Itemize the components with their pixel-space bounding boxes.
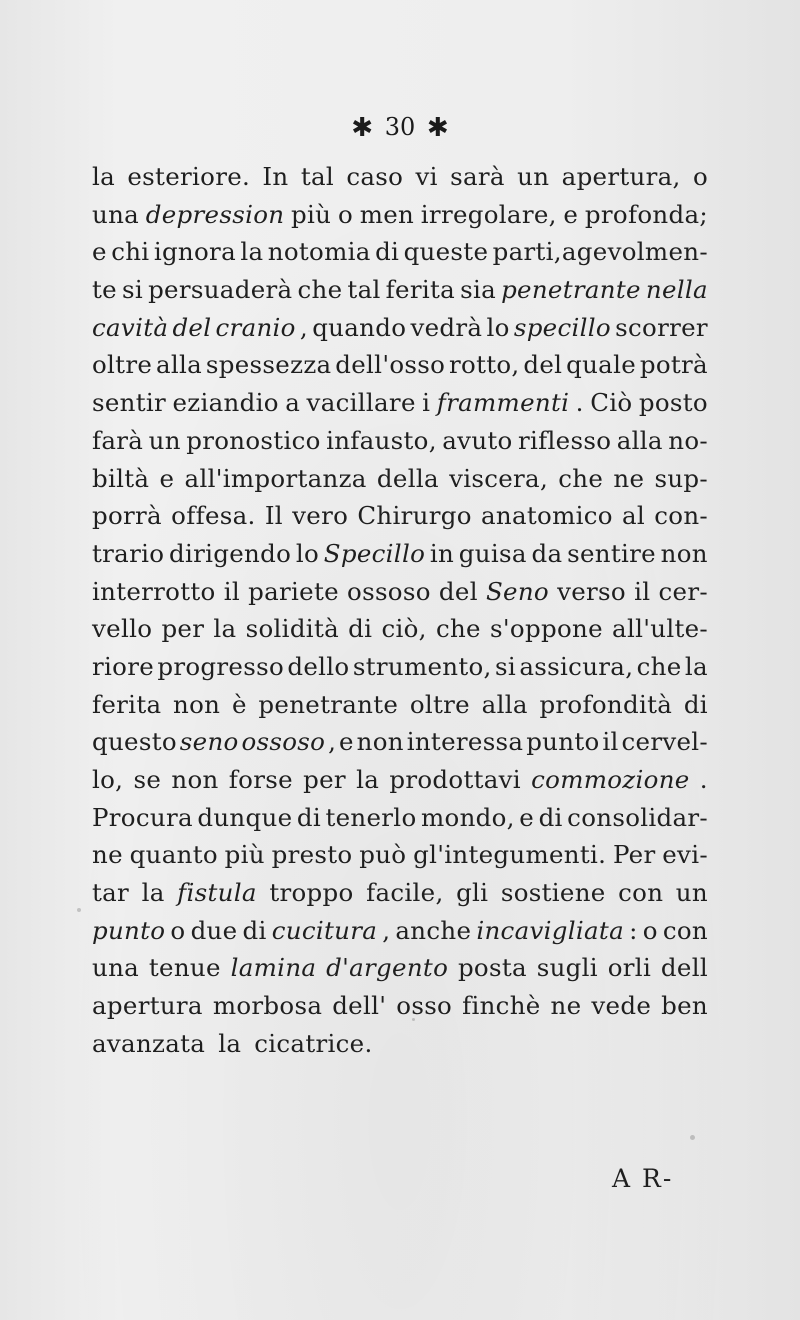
word: lo, xyxy=(92,765,124,794)
word: Il xyxy=(264,501,283,531)
word: Chirurgo xyxy=(357,501,472,531)
word: penetrante xyxy=(501,275,641,305)
word: i xyxy=(422,388,431,418)
word: il xyxy=(634,576,651,606)
word: si xyxy=(122,275,144,305)
word: vacillare xyxy=(306,388,416,418)
word: quale xyxy=(566,350,637,380)
word: dell xyxy=(660,953,708,983)
word: che xyxy=(435,614,481,644)
word: non xyxy=(660,538,708,568)
word: o xyxy=(170,915,186,945)
word: dell'osso xyxy=(335,350,446,380)
word: lo xyxy=(295,538,320,568)
word: anatomico xyxy=(480,501,613,531)
word: viscera, xyxy=(449,463,549,493)
word: evi- xyxy=(662,840,708,870)
word: di xyxy=(538,802,563,832)
word: . xyxy=(575,388,584,418)
text-line xyxy=(92,648,708,686)
text-line xyxy=(92,422,708,460)
word: più xyxy=(224,840,265,870)
word: profonda; xyxy=(584,199,708,229)
word: la xyxy=(141,878,165,908)
word: la xyxy=(213,614,237,644)
word: è xyxy=(231,689,247,719)
text-line xyxy=(92,460,708,498)
word: tal xyxy=(300,162,335,191)
word: interessa xyxy=(406,727,524,757)
word: tenue xyxy=(148,953,221,983)
word: non xyxy=(173,689,221,719)
word: facile, xyxy=(366,878,444,908)
word: d'argento xyxy=(326,953,449,983)
text-line xyxy=(92,874,708,912)
word: di xyxy=(242,915,267,945)
word: guisa xyxy=(458,538,527,568)
text-line xyxy=(92,723,708,761)
word: punto xyxy=(92,915,166,945)
word: biltà xyxy=(92,463,150,493)
word: riore xyxy=(92,651,155,681)
word: vello xyxy=(92,614,153,644)
text-line xyxy=(92,158,708,196)
text-line xyxy=(92,573,708,611)
text-line xyxy=(92,384,708,422)
word: scorrer xyxy=(615,312,708,342)
word: cranio xyxy=(215,312,296,342)
word: all'ulte- xyxy=(612,614,708,644)
word: per xyxy=(161,614,205,644)
word: vero xyxy=(292,501,349,531)
body-text xyxy=(92,158,708,1063)
word: con xyxy=(662,915,708,945)
word: dunque xyxy=(197,802,293,832)
word: lo xyxy=(486,312,510,342)
text-line xyxy=(92,309,708,347)
word: se xyxy=(133,765,162,794)
word: osso xyxy=(396,991,453,1021)
word: lamina xyxy=(230,953,317,983)
word: cervel- xyxy=(621,727,708,757)
word: Seno xyxy=(485,576,549,606)
word: : xyxy=(629,915,638,945)
word: o xyxy=(337,199,353,229)
word: una xyxy=(92,199,140,229)
asterisk-ornament-icon: ✱ xyxy=(351,113,374,143)
word: di xyxy=(296,802,321,832)
word: questo xyxy=(92,727,177,757)
word: non xyxy=(171,765,219,794)
word: con- xyxy=(654,501,708,531)
word: ferita xyxy=(385,275,456,305)
word: , xyxy=(382,915,391,945)
word: tenerlo xyxy=(325,802,417,832)
word: pariete xyxy=(248,576,339,606)
word: dello xyxy=(287,651,350,681)
word: Procura xyxy=(92,802,193,832)
word: riflesso xyxy=(518,425,612,455)
word: alla xyxy=(481,689,528,719)
word: tal xyxy=(347,275,381,305)
word: cavità xyxy=(92,312,169,342)
word: un xyxy=(148,425,181,455)
word: o xyxy=(642,915,658,945)
word: di xyxy=(683,689,708,719)
word: spessezza xyxy=(205,350,332,380)
word: ferita xyxy=(92,689,162,719)
word: il xyxy=(223,576,240,606)
word: quando xyxy=(312,312,407,342)
word: finchè xyxy=(462,991,541,1021)
word: notomia xyxy=(267,237,371,267)
word: farà xyxy=(92,425,144,455)
word: un xyxy=(517,162,550,191)
word: una xyxy=(92,953,140,983)
word: assicura, xyxy=(519,651,634,681)
word: sostiene xyxy=(500,878,606,908)
word: anche xyxy=(395,915,472,945)
word: ne xyxy=(92,840,123,870)
word: o xyxy=(692,162,708,191)
word: strumento, xyxy=(352,651,492,681)
ink-speck xyxy=(77,908,81,912)
word: sentire xyxy=(567,538,656,568)
word: queste xyxy=(403,237,489,267)
word: gl'integumenti. xyxy=(413,840,607,870)
word: frammenti xyxy=(436,388,570,418)
text-line xyxy=(92,196,708,234)
word: sentir xyxy=(92,388,167,418)
word: te xyxy=(92,275,117,305)
word: mondo, xyxy=(420,802,515,832)
text-line xyxy=(92,799,708,837)
word: s'oppone xyxy=(490,614,603,644)
word: apertura xyxy=(92,991,203,1021)
word: troppo xyxy=(269,878,354,908)
word: parti,agevolmen- xyxy=(492,237,708,267)
word: due xyxy=(190,915,238,945)
page-header xyxy=(0,113,800,143)
word: punto xyxy=(526,727,600,757)
word: progresso xyxy=(157,651,285,681)
ink-speck xyxy=(412,1018,415,1021)
word: tar xyxy=(92,878,130,908)
word: cicatrice. xyxy=(254,1028,373,1058)
word: per xyxy=(303,765,346,794)
word: può xyxy=(359,840,407,870)
asterisk-ornament-icon: ✱ xyxy=(426,113,449,143)
word: si xyxy=(495,651,517,681)
word: a xyxy=(285,388,301,418)
word: quanto xyxy=(129,840,218,870)
word: caso xyxy=(346,162,404,191)
word: sarà xyxy=(450,162,505,191)
text-line xyxy=(92,686,708,724)
word: depression xyxy=(145,199,285,229)
word: irregolare, xyxy=(420,199,557,229)
word: In xyxy=(262,162,289,191)
word: di xyxy=(348,614,373,644)
word: in xyxy=(429,538,455,568)
word: e xyxy=(339,727,354,757)
word: seno xyxy=(179,727,239,757)
word: e xyxy=(563,199,579,229)
word: la xyxy=(684,651,708,681)
word: Specillo xyxy=(323,538,426,568)
word: sugli xyxy=(536,953,598,983)
word: ignora xyxy=(153,237,236,267)
word: oltre xyxy=(409,689,470,719)
word: Ciò xyxy=(590,388,633,418)
word: , xyxy=(299,312,309,342)
word: forse xyxy=(228,765,293,794)
text-line xyxy=(92,497,708,535)
word: cer- xyxy=(658,576,708,606)
word: rotto, xyxy=(449,350,520,380)
word: posto xyxy=(638,388,708,418)
word: di xyxy=(375,237,400,267)
word: sia xyxy=(460,275,497,305)
text-line xyxy=(92,836,708,874)
word: la xyxy=(240,237,264,267)
word: ben xyxy=(661,991,708,1021)
word: un xyxy=(675,878,708,908)
page-number: 30 xyxy=(384,113,416,141)
text-line xyxy=(92,271,708,309)
word: chi xyxy=(111,237,150,267)
word: . xyxy=(699,765,708,794)
word: che xyxy=(297,275,343,305)
word: ossoso xyxy=(241,727,326,757)
word: incavigliata xyxy=(476,915,624,945)
word: solidità xyxy=(245,614,339,644)
word: alla xyxy=(155,350,203,380)
word: eziandio xyxy=(172,388,279,418)
word: no- xyxy=(668,425,708,455)
word: avuto xyxy=(442,425,513,455)
word: al xyxy=(622,501,646,531)
word: interrotto xyxy=(92,576,216,606)
word: esteriore. xyxy=(127,162,251,191)
word: e xyxy=(159,463,175,493)
word: morbosa xyxy=(212,991,323,1021)
word: ossoso xyxy=(347,576,431,606)
word: profondità xyxy=(539,689,673,719)
word: prodottavi xyxy=(389,765,521,794)
word: vi xyxy=(415,162,438,191)
word: del xyxy=(523,350,563,380)
word: porrà xyxy=(92,501,162,531)
word: il xyxy=(602,727,619,757)
word: avanzata xyxy=(92,1028,206,1058)
text-line xyxy=(92,346,708,384)
word: nella xyxy=(645,275,708,305)
word: del xyxy=(172,312,212,342)
word: del xyxy=(438,576,478,606)
word: dell' xyxy=(332,991,387,1021)
word: la xyxy=(92,162,116,191)
text-line xyxy=(92,761,708,799)
word: pronostico xyxy=(186,425,321,455)
text-line xyxy=(92,912,708,950)
text-line xyxy=(92,610,708,648)
word: , xyxy=(328,727,337,757)
word: la xyxy=(356,765,380,794)
word: orli xyxy=(607,953,652,983)
word: Per xyxy=(613,840,656,870)
word: oltre xyxy=(92,350,153,380)
word: cucitura xyxy=(271,915,378,945)
word: commozione xyxy=(531,765,690,794)
word: ciò, xyxy=(381,614,427,644)
word: men xyxy=(359,199,415,229)
word: ne xyxy=(613,463,645,493)
word: dirigendo xyxy=(168,538,292,568)
word: all'importanza xyxy=(184,463,367,493)
text-line xyxy=(92,233,708,271)
ink-speck xyxy=(690,1135,695,1140)
word: apertura, xyxy=(561,162,681,191)
word: con xyxy=(618,878,664,908)
word: vede xyxy=(591,991,652,1021)
word: sup- xyxy=(654,463,708,493)
word: infausto, xyxy=(326,425,437,455)
word: verso xyxy=(557,576,626,606)
word: gli xyxy=(456,878,489,908)
text-line xyxy=(92,949,708,987)
text-line xyxy=(92,987,708,1025)
word: ne xyxy=(550,991,582,1021)
word: da xyxy=(531,538,563,568)
word: della xyxy=(376,463,439,493)
word: posta xyxy=(457,953,527,983)
text-line xyxy=(92,535,708,573)
word: che xyxy=(636,651,682,681)
word: più xyxy=(291,199,332,229)
word: consolidar- xyxy=(567,802,708,832)
catchword: A R- xyxy=(612,1164,674,1193)
word: e xyxy=(519,802,535,832)
word: che xyxy=(558,463,604,493)
word: penetrante xyxy=(258,689,399,719)
word: trario xyxy=(92,538,165,568)
word: offesa. xyxy=(171,501,256,531)
word: presto xyxy=(271,840,353,870)
text-line xyxy=(92,1025,708,1063)
word: non xyxy=(356,727,404,757)
word: persuaderà xyxy=(148,275,293,305)
word: potrà xyxy=(639,350,708,380)
word: la xyxy=(218,1028,242,1058)
word: e xyxy=(92,237,107,267)
word: fistula xyxy=(177,878,257,908)
word: alla xyxy=(616,425,663,455)
word: specillo xyxy=(513,312,611,342)
word: vedrà xyxy=(410,312,483,342)
